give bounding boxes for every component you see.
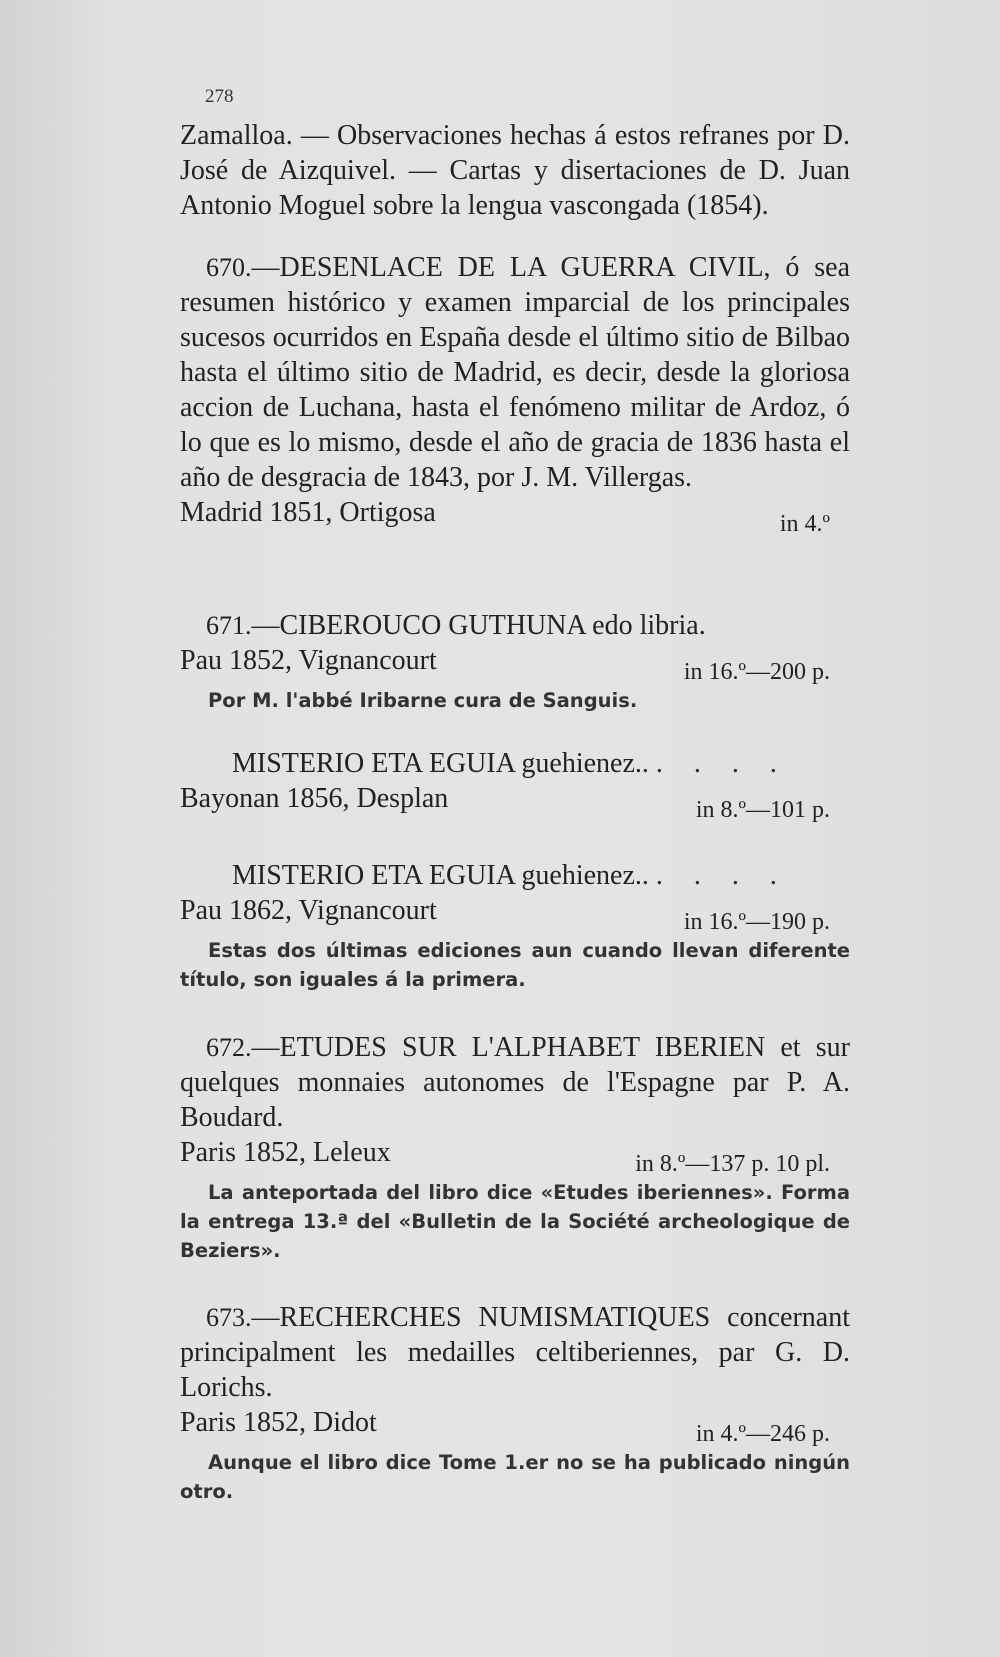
entry-note: Por M. l'abbé Iribarne cura de Sanguis. bbox=[208, 689, 638, 712]
entry-title-text: —DESENLACE DE LA GUERRA CIVIL, ó sea resumen histórico y examen imparcial de los principales sucesos ocurridos en España desde el último sitio de Bilbao hasta el último sitio de Madrid, es decir, desde la gloriosa accion de Luchana, hasta el fenómeno militar de Ardoz, ó lo que es lo mismo, desde el año de gracia de 1836 hasta el año de desgracia de 1843, por J. M. Villergas. bbox=[180, 252, 850, 493]
entry-note: Estas dos últimas ediciones aun cuando llevan diferente título, son iguales á la primera. bbox=[180, 939, 850, 991]
imprint: Madrid 1851, Ortigosa bbox=[180, 497, 436, 528]
imprint: Paris 1852, Leleux bbox=[180, 1137, 391, 1168]
entry-672 bbox=[180, 1030, 850, 1265]
entry-title-text: MISTERIO ETA EGUIA guehienez.. bbox=[232, 860, 649, 891]
entry-title bbox=[180, 858, 850, 893]
entry-title bbox=[180, 1030, 850, 1135]
entry-670 bbox=[180, 250, 850, 537]
format: in 4.º bbox=[779, 511, 830, 537]
entry-note: La anteportada del libro dice «Etudes iberiennes». Forma la entrega 13.ª del «Bulletin de la Société archeologique de Beziers». bbox=[180, 1181, 850, 1262]
imprint-row bbox=[180, 781, 850, 823]
entry-title-text: —CIBEROUCO GUTHUNA edo libria. bbox=[251, 610, 706, 641]
entry-misterio-1862 bbox=[180, 858, 850, 994]
leader-dots: . . . . bbox=[655, 748, 789, 779]
entry-number: 673. bbox=[206, 1303, 252, 1332]
imprint: Pau 1862, Vignancourt bbox=[180, 895, 437, 926]
entry-title bbox=[180, 250, 850, 495]
imprint-row bbox=[180, 1135, 850, 1177]
entry-title bbox=[180, 1300, 850, 1405]
entry-673 bbox=[180, 1300, 850, 1506]
page-number: 278 bbox=[205, 86, 234, 107]
imprint: Bayonan 1856, Desplan bbox=[180, 783, 449, 814]
entry-misterio-1856 bbox=[180, 746, 850, 823]
entry-title-text: —ETUDES SUR L'ALPHABET IBERIEN et sur quelques monnaies autonomes de l'Espagne par P. A. Boudard. bbox=[180, 1032, 850, 1133]
format: in 8.º—137 p. 10 pl. bbox=[635, 1151, 830, 1177]
intro-text: Zamalloa. — Observaciones hechas á estos refranes por D. José de Aizquivel. — Cartas y disertaciones de D. Juan Antonio Moguel sobre la lengua vascongada (1854). bbox=[180, 120, 850, 221]
imprint-row bbox=[180, 1405, 850, 1447]
imprint-row bbox=[180, 643, 850, 685]
imprint-row bbox=[180, 893, 850, 935]
format: in 16.º—200 p. bbox=[683, 659, 830, 685]
entry-number: 670. bbox=[206, 253, 252, 282]
imprint: Pau 1852, Vignancourt bbox=[180, 645, 437, 676]
entry-note: Aunque el libro dice Tome 1.er no se ha publicado ningún otro. bbox=[180, 1451, 850, 1503]
entry-671 bbox=[180, 608, 850, 715]
entry-title bbox=[180, 746, 850, 781]
entry-title-text: —RECHERCHES NUMISMATIQUES concernant principalment les medailles celtiberiennes, par G. D. Lorichs. bbox=[180, 1302, 850, 1403]
format: in 8.º—101 p. bbox=[695, 797, 830, 823]
entry-title-text: MISTERIO ETA EGUIA guehienez.. bbox=[232, 748, 649, 779]
entry-number: 671. bbox=[206, 611, 252, 640]
leader-dots: . . . . bbox=[655, 860, 789, 891]
imprint-row bbox=[180, 495, 850, 537]
format: in 16.º—190 p. bbox=[683, 909, 830, 935]
format: in 4.º—246 p. bbox=[695, 1421, 830, 1447]
entry-title bbox=[180, 608, 850, 643]
entry-number: 672. bbox=[206, 1033, 252, 1062]
intro-block bbox=[180, 118, 850, 223]
imprint: Paris 1852, Didot bbox=[180, 1407, 377, 1438]
